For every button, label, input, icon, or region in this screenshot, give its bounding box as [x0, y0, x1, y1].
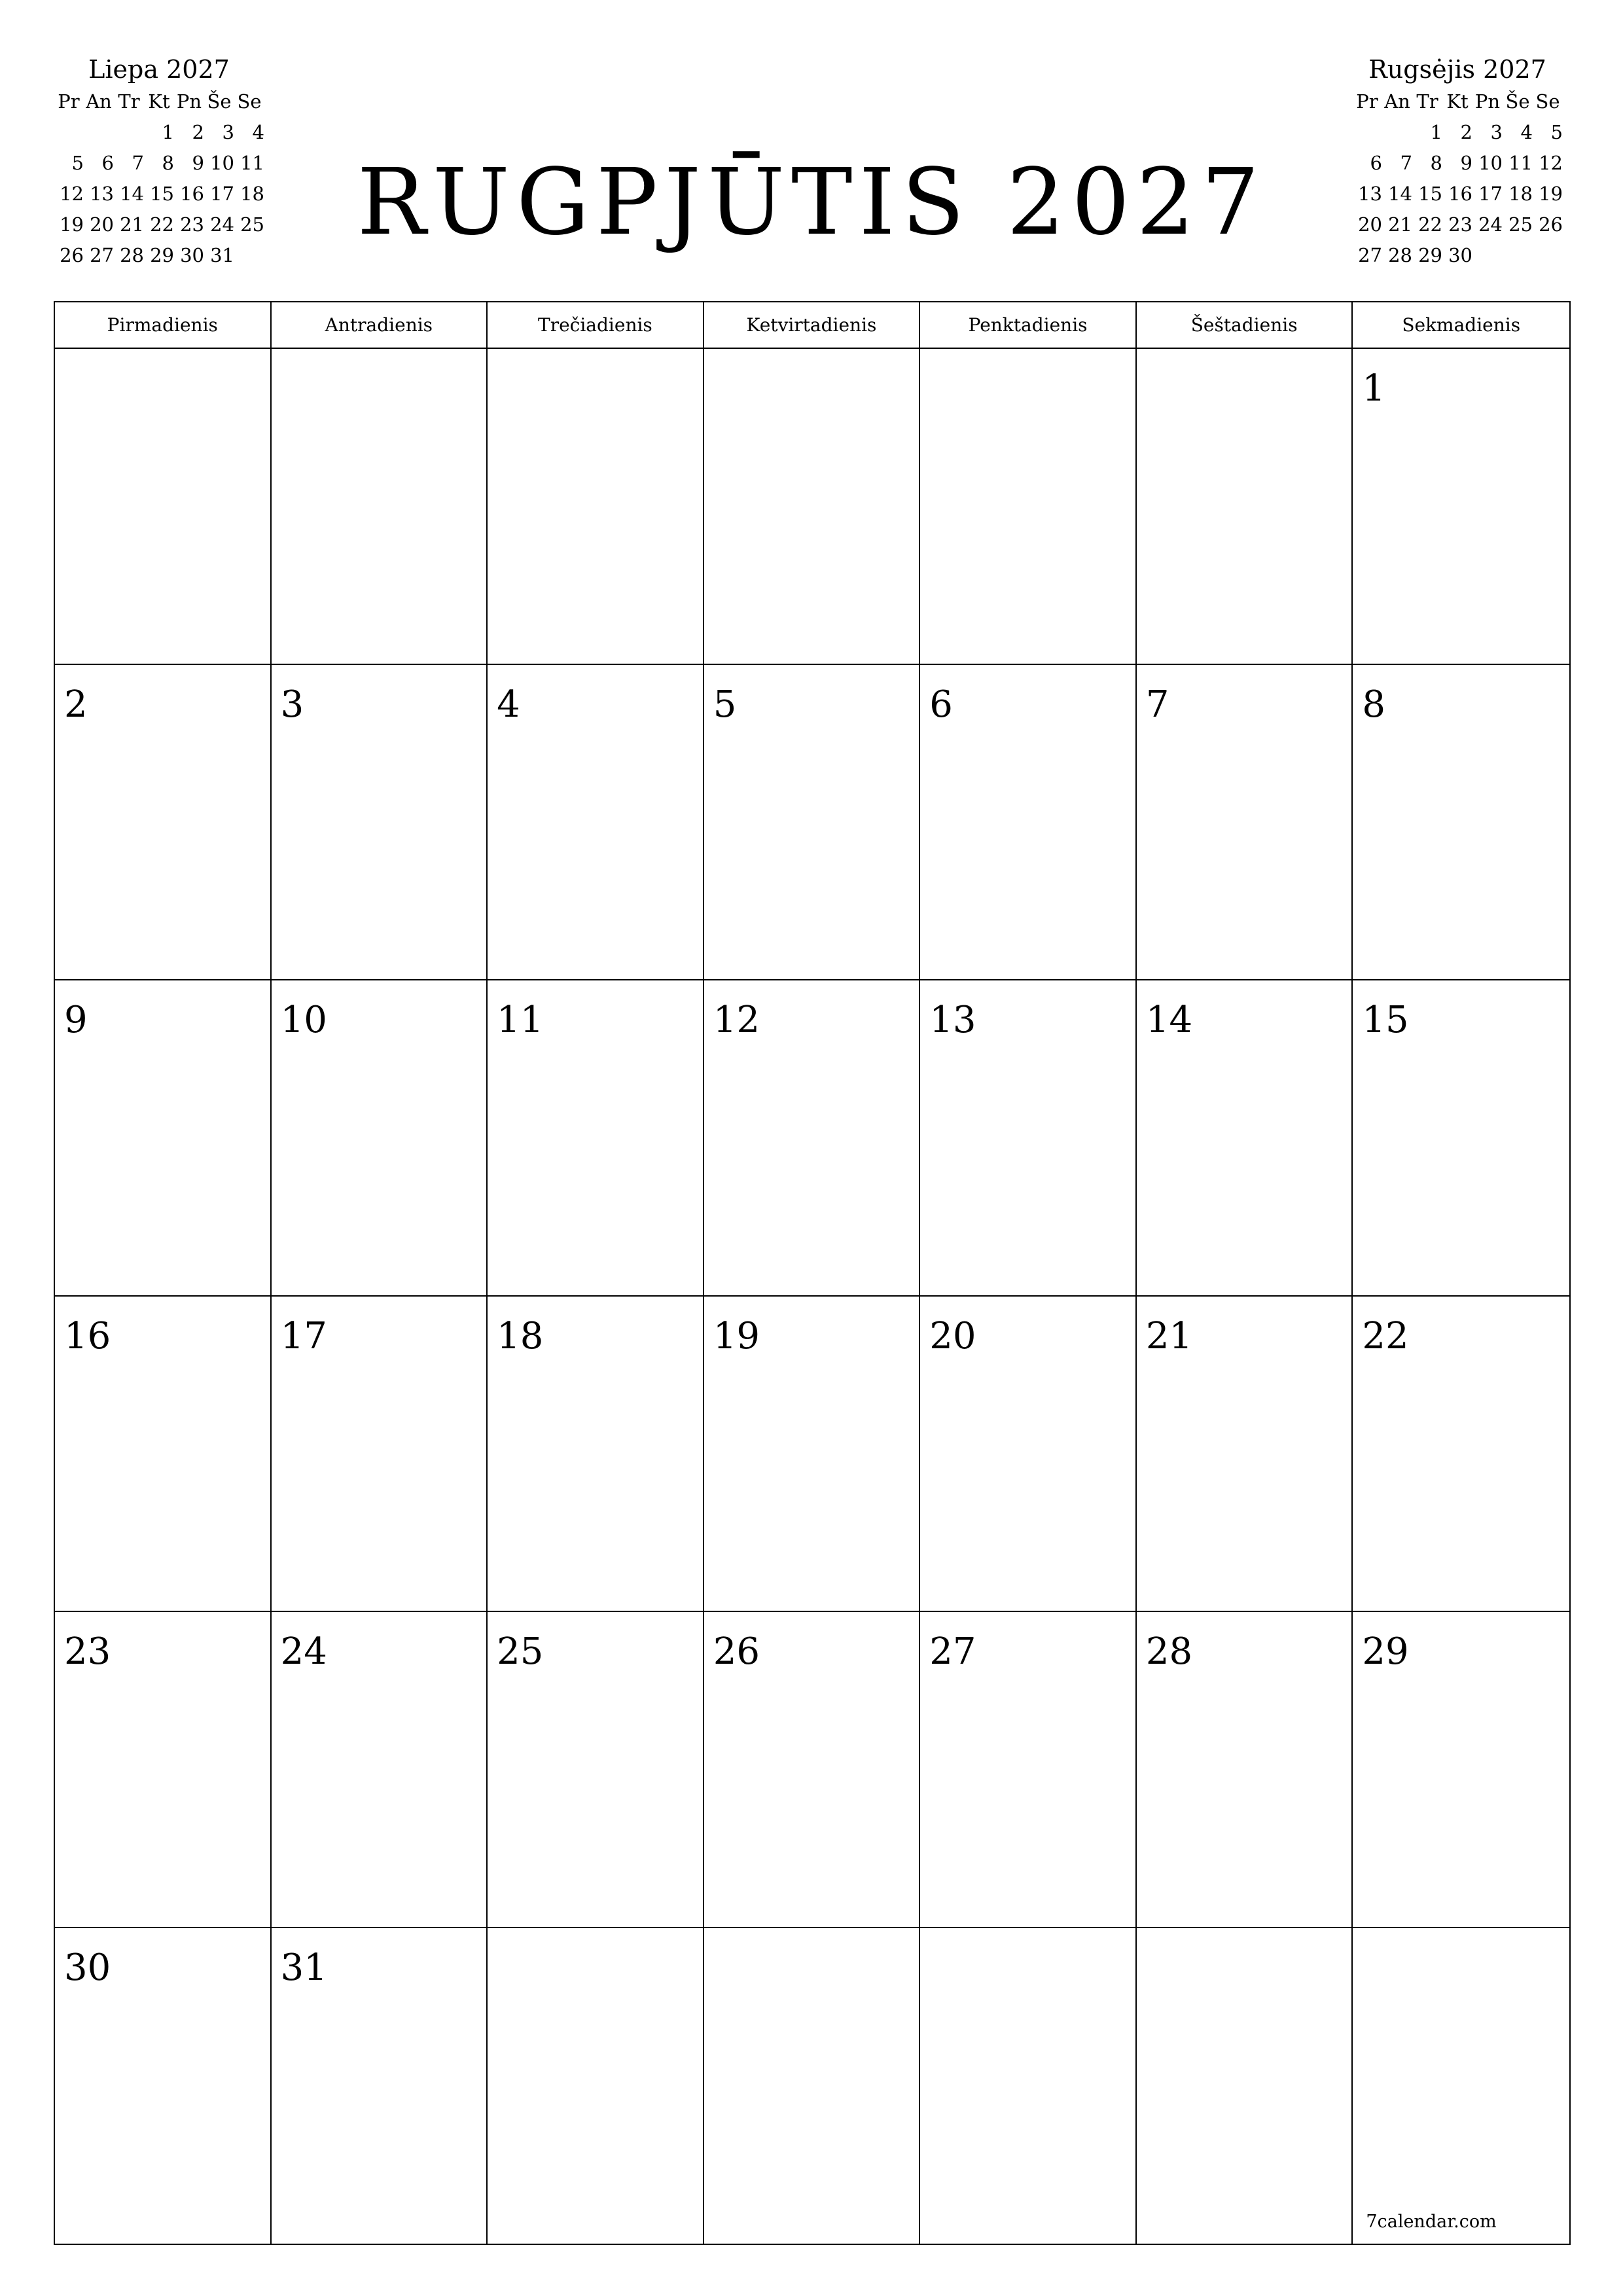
day-cell[interactable]	[1137, 1928, 1353, 2244]
day-cell[interactable]	[272, 1928, 488, 2244]
mini-prev-weekday-header: Kt	[148, 90, 170, 113]
day-number: 20	[929, 1314, 976, 1357]
mini-next-day: 6	[1370, 152, 1382, 174]
mini-next-day: 18	[1508, 183, 1533, 205]
weekday-header: Antradienis	[272, 302, 488, 349]
day-cell[interactable]	[920, 1928, 1137, 2244]
mini-next-empty-cell	[1352, 117, 1382, 148]
weekday-header: Trečiadienis	[488, 302, 704, 349]
mini-next-day: 7	[1400, 152, 1412, 174]
day-number: 31	[280, 1946, 327, 1989]
mini-prev-day: 14	[120, 183, 144, 205]
day-number: 30	[64, 1946, 111, 1989]
mini-prev-day: 24	[210, 213, 234, 236]
mini-calendar-prev-grid	[54, 86, 264, 271]
day-cell[interactable]	[272, 665, 488, 981]
footer-credit: 7calendar.com	[1366, 2212, 1497, 2232]
mini-next-weekday-header: Tr	[1416, 90, 1438, 113]
day-cell[interactable]	[55, 349, 272, 665]
mini-next-day: 5	[1550, 121, 1563, 143]
mini-prev-day: 10	[210, 152, 234, 174]
day-number: 16	[64, 1314, 111, 1357]
day-number: 2	[64, 683, 88, 726]
day-number: 12	[713, 999, 760, 1041]
mini-calendar-next-grid	[1352, 86, 1563, 271]
mini-prev-day: 3	[222, 121, 234, 143]
mini-next-day: 14	[1388, 183, 1412, 205]
mini-calendar-prev	[54, 52, 264, 271]
mini-prev-empty-cell	[114, 117, 144, 148]
mini-prev-day: 9	[192, 152, 204, 174]
day-cell[interactable]	[55, 1612, 272, 1928]
mini-prev-day: 21	[120, 213, 144, 236]
mini-next-day: 2	[1460, 121, 1472, 143]
day-number: 10	[280, 999, 327, 1041]
mini-calendar-next-title: Rugsėjis 2027	[1368, 55, 1546, 84]
day-cell[interactable]	[488, 1297, 704, 1613]
weekday-header: Ketvirtadienis	[704, 302, 921, 349]
day-cell[interactable]	[704, 1928, 921, 2244]
day-number: 29	[1362, 1630, 1409, 1673]
day-cell[interactable]	[1353, 1297, 1569, 1613]
mini-prev-weekday-header: Pr	[58, 90, 80, 113]
weekday-header: Šeštadienis	[1137, 302, 1353, 349]
day-cell[interactable]	[704, 980, 921, 1297]
day-number: 14	[1145, 999, 1193, 1041]
day-cell[interactable]	[704, 1297, 921, 1613]
mini-next-day: 28	[1388, 244, 1412, 266]
day-cell[interactable]	[920, 665, 1137, 981]
mini-next-day: 12	[1539, 152, 1563, 174]
mini-prev-day: 18	[240, 183, 264, 205]
day-number: 11	[497, 999, 544, 1041]
day-number: 9	[64, 999, 88, 1041]
day-cell[interactable]	[55, 665, 272, 981]
day-number: 21	[1145, 1314, 1193, 1357]
day-cell[interactable]	[920, 1297, 1137, 1613]
mini-next-weekday-header: Še	[1505, 90, 1530, 113]
day-cell[interactable]	[272, 1612, 488, 1928]
day-number: 8	[1362, 683, 1386, 726]
day-cell[interactable]	[920, 349, 1137, 665]
day-cell[interactable]	[1137, 1612, 1353, 1928]
weekday-header: Sekmadienis	[1353, 302, 1569, 349]
mini-next-weekday-header: Pr	[1356, 90, 1378, 113]
mini-next-day: 1	[1430, 121, 1442, 143]
mini-prev-day: 16	[180, 183, 204, 205]
mini-prev-day: 19	[60, 213, 84, 236]
day-number: 15	[1362, 999, 1409, 1041]
mini-prev-day: 2	[192, 121, 204, 143]
mini-prev-day: 8	[162, 152, 174, 174]
day-cell[interactable]	[488, 980, 704, 1297]
day-number: 18	[497, 1314, 544, 1357]
day-number: 1	[1362, 367, 1386, 410]
day-cell[interactable]	[704, 1612, 921, 1928]
mini-next-weekday-header: An	[1384, 90, 1410, 113]
day-cell[interactable]	[488, 349, 704, 665]
mini-prev-weekday-header: Pn	[176, 90, 202, 113]
mini-prev-weekday-header: An	[86, 90, 112, 113]
day-number: 6	[929, 683, 953, 726]
day-number: 24	[280, 1630, 327, 1673]
mini-next-day: 20	[1358, 213, 1382, 236]
mini-next-weekday-header: Pn	[1474, 90, 1501, 113]
day-cell[interactable]	[1353, 665, 1569, 981]
mini-prev-day: 17	[210, 183, 234, 205]
mini-prev-weekday-header: Tr	[118, 90, 140, 113]
mini-next-weekday-header: Kt	[1446, 90, 1469, 113]
day-cell[interactable]	[920, 1612, 1137, 1928]
day-number: 28	[1145, 1630, 1193, 1673]
mini-prev-day: 15	[150, 183, 174, 205]
day-number: 19	[713, 1314, 760, 1357]
day-number: 5	[713, 683, 737, 726]
day-cell[interactable]	[1353, 1928, 1569, 2244]
mini-prev-day: 20	[90, 213, 114, 236]
mini-prev-day: 1	[162, 121, 174, 143]
day-number: 27	[929, 1630, 976, 1673]
mini-prev-empty-cell	[54, 117, 84, 148]
day-number: 22	[1362, 1314, 1409, 1357]
mini-next-day: 4	[1520, 121, 1533, 143]
day-cell[interactable]	[272, 980, 488, 1297]
weekday-header: Pirmadienis	[55, 302, 272, 349]
mini-prev-day: 6	[101, 152, 114, 174]
mini-next-day: 30	[1448, 244, 1472, 266]
day-number: 25	[497, 1630, 544, 1673]
mini-prev-day: 22	[150, 213, 174, 236]
day-cell[interactable]	[920, 980, 1137, 1297]
day-number: 4	[497, 683, 520, 726]
month-grid	[54, 301, 1571, 2245]
day-cell[interactable]	[272, 349, 488, 665]
mini-next-day: 10	[1478, 152, 1503, 174]
mini-prev-day: 25	[240, 213, 264, 236]
mini-next-day: 16	[1448, 183, 1472, 205]
day-cell[interactable]	[1137, 349, 1353, 665]
day-cell[interactable]	[55, 1928, 272, 2244]
mini-next-day: 26	[1539, 213, 1563, 236]
mini-next-day: 11	[1508, 152, 1533, 174]
mini-prev-day: 29	[150, 244, 174, 266]
mini-prev-day: 4	[252, 121, 264, 143]
mini-prev-weekday-header: Še	[207, 90, 232, 113]
mini-next-day: 3	[1490, 121, 1503, 143]
day-number: 23	[64, 1630, 111, 1673]
day-cell[interactable]	[55, 980, 272, 1297]
mini-prev-empty-cell	[84, 117, 114, 148]
mini-next-empty-cell	[1382, 117, 1412, 148]
mini-next-day: 13	[1358, 183, 1382, 205]
mini-prev-day: 31	[210, 244, 234, 266]
mini-next-day: 27	[1358, 244, 1382, 266]
day-cell[interactable]	[1137, 1297, 1353, 1613]
day-cell[interactable]	[488, 1928, 704, 2244]
day-cell[interactable]	[1137, 980, 1353, 1297]
day-number: 3	[280, 683, 304, 726]
day-cell[interactable]	[488, 1612, 704, 1928]
mini-prev-day: 30	[180, 244, 204, 266]
mini-prev-day: 11	[240, 152, 264, 174]
mini-next-day: 17	[1478, 183, 1503, 205]
day-cell[interactable]	[272, 1297, 488, 1613]
mini-next-day: 19	[1539, 183, 1563, 205]
mini-next-weekday-header: Se	[1535, 90, 1560, 113]
day-cell[interactable]	[1353, 349, 1569, 665]
day-cell[interactable]	[704, 349, 921, 665]
mini-next-day: 15	[1418, 183, 1442, 205]
mini-prev-day: 13	[90, 183, 114, 205]
mini-calendar-next	[1352, 52, 1563, 271]
day-cell[interactable]	[1353, 980, 1569, 1297]
mini-next-day: 25	[1508, 213, 1533, 236]
mini-prev-day: 12	[60, 183, 84, 205]
day-cell[interactable]	[488, 665, 704, 981]
day-cell[interactable]	[55, 1297, 272, 1613]
weekday-header: Penktadienis	[920, 302, 1137, 349]
day-cell[interactable]	[1353, 1612, 1569, 1928]
day-cell[interactable]	[1137, 665, 1353, 981]
mini-prev-day: 27	[90, 244, 114, 266]
page-title: RUGPJŪTIS 2027	[357, 149, 1266, 256]
day-number: 17	[280, 1314, 327, 1357]
mini-next-day: 24	[1478, 213, 1503, 236]
mini-next-day: 9	[1460, 152, 1472, 174]
mini-prev-weekday-header: Se	[237, 90, 262, 113]
day-number: 26	[713, 1630, 760, 1673]
mini-prev-day: 5	[71, 152, 84, 174]
mini-prev-day: 26	[60, 244, 84, 266]
day-cell[interactable]	[704, 665, 921, 981]
mini-calendar-prev-title: Liepa 2027	[88, 55, 230, 84]
day-number: 7	[1145, 683, 1169, 726]
mini-next-day: 21	[1388, 213, 1412, 236]
mini-next-day: 8	[1430, 152, 1442, 174]
mini-next-day: 29	[1418, 244, 1442, 266]
mini-prev-day: 28	[120, 244, 144, 266]
mini-prev-day: 7	[132, 152, 144, 174]
mini-prev-day: 23	[180, 213, 204, 236]
mini-next-day: 22	[1418, 213, 1442, 236]
day-number: 13	[929, 999, 976, 1041]
mini-next-day: 23	[1448, 213, 1472, 236]
